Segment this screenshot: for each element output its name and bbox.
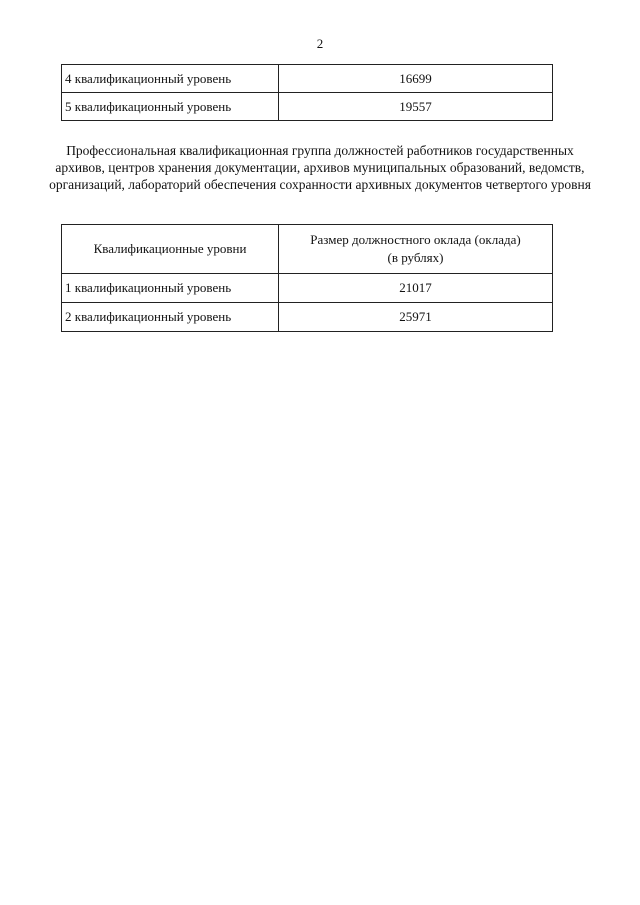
qualification-level-cell: 1 квалификационный уровень (62, 274, 279, 303)
column-header-salary-line1: Размер должностного оклада (оклада) (310, 232, 521, 247)
table-row (62, 303, 553, 332)
salary-value-cell: 19557 (279, 93, 553, 121)
column-header-levels: Квалификационные уровни (62, 225, 279, 274)
qualification-level-cell: 5 квалификационный уровень (62, 93, 279, 121)
page-number: 2 (316, 36, 324, 51)
section-heading: Профессиональная квалификационная группа должностей работников государственных архивов, центров хранения документации, архивов муниципальных образований, ведомств, организаций, лабораторий обеспечения сохранности архивных документов четвертого уровня (49, 143, 591, 192)
salary-table (61, 224, 553, 332)
table-row (62, 274, 553, 303)
table-row (62, 93, 553, 121)
column-header-salary-line2: (в рублях) (387, 250, 444, 265)
salary-table-continued (61, 64, 553, 121)
table-row (62, 65, 553, 93)
qualification-level-cell: 2 квалификационный уровень (62, 303, 279, 332)
column-header-salary (279, 225, 553, 274)
qualification-level-cell: 4 квалификационный уровень (62, 65, 279, 93)
salary-value-cell: 16699 (279, 65, 553, 93)
salary-value-cell: 21017 (279, 274, 553, 303)
salary-value-cell: 25971 (279, 303, 553, 332)
table-header-row (62, 225, 553, 274)
